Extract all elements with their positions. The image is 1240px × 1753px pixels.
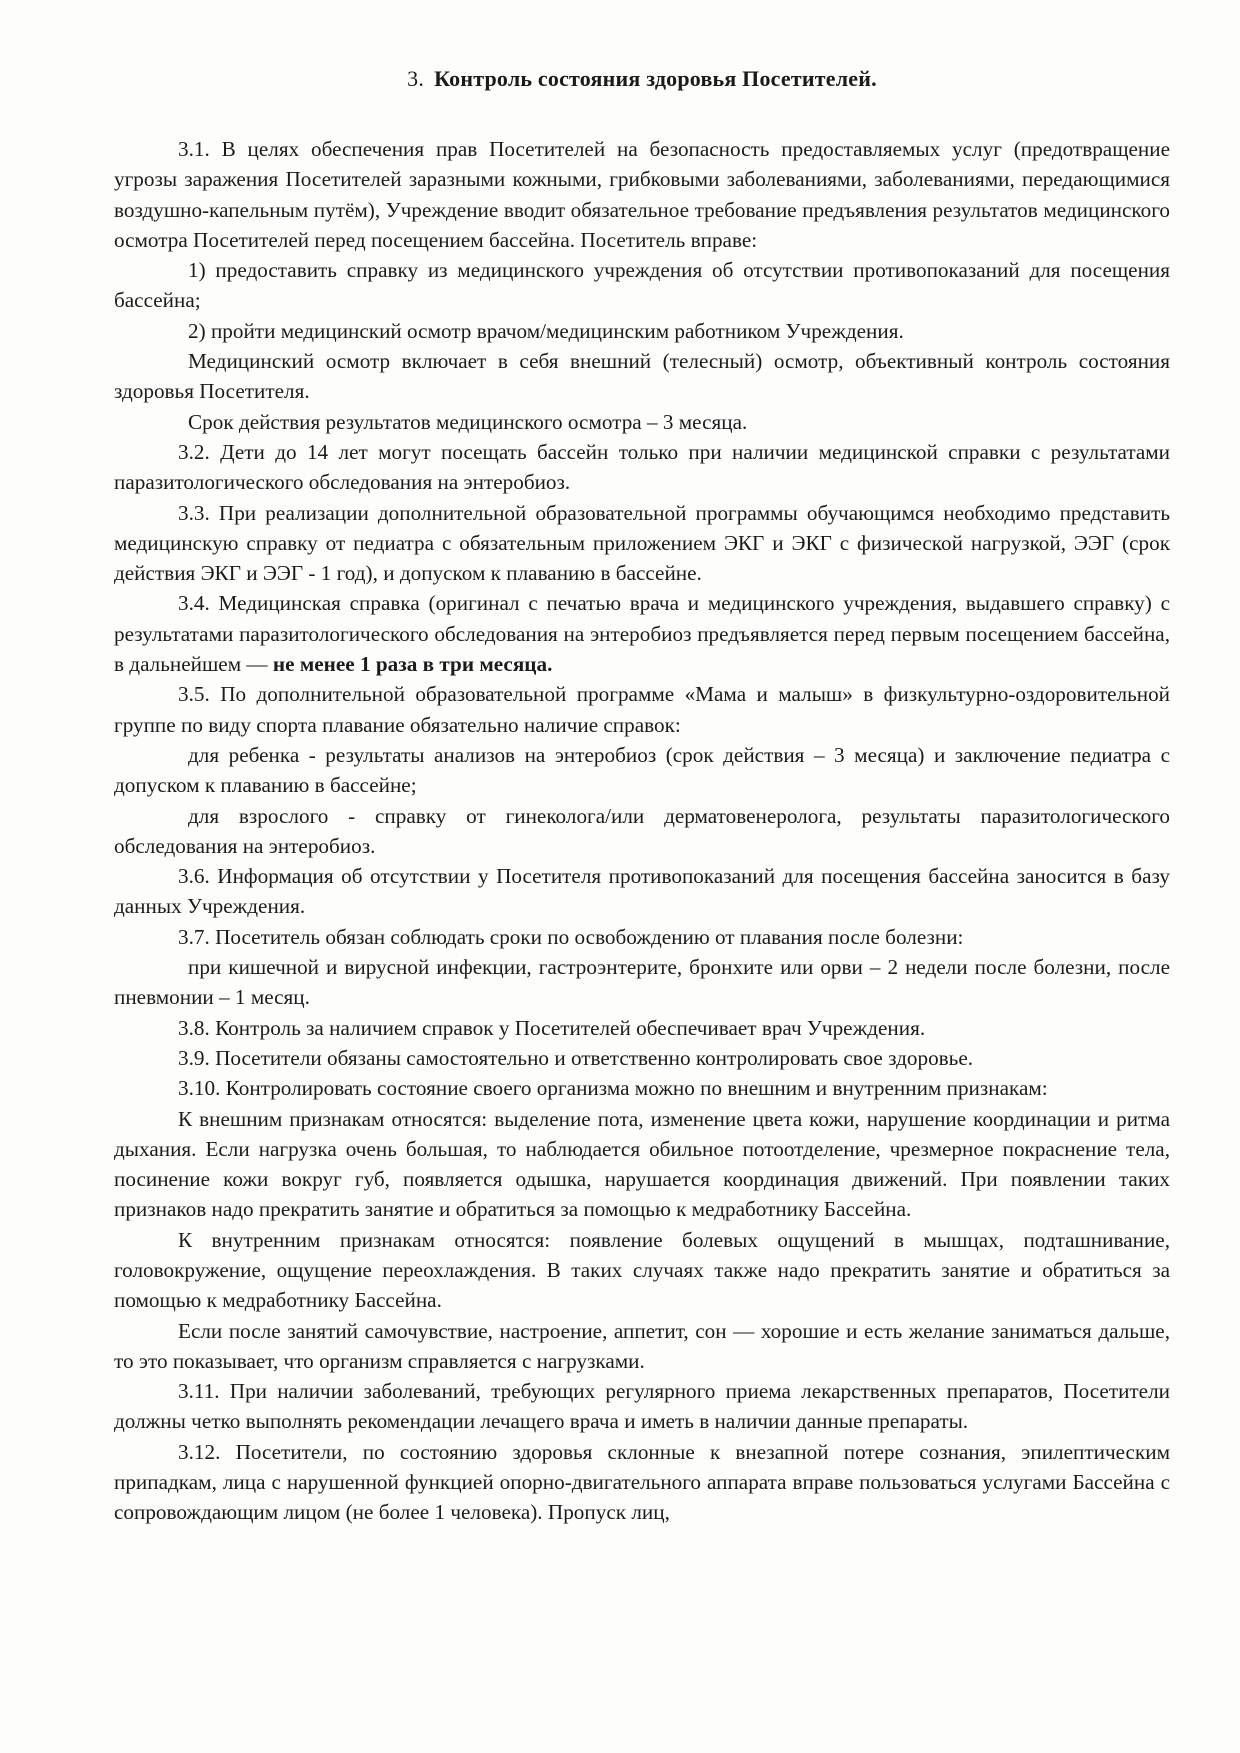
paragraph-exam-description: Медицинский осмотр включает в себя внешний (телесный) осмотр, объективный контроль состояния здоровья Посетителя. <box>114 349 1170 404</box>
paragraph-wellbeing: Если после занятий самочувствие, настроение, аппетит, сон — хорошие и есть желание заниматься дальше, то это показывает, что организм справляется с нагрузками. <box>114 1318 1170 1373</box>
paragraph-3-1: 3.1. В целях обеспечения прав Посетителей на безопасность предоставляемых услуг (предотвращение угрозы заражения Посетителей заразными кожными, грибковыми заболеваниями, заболеваниями, передающимися воздушно-капельным путём), Учреждение вводит обязательное требование предъявления результатов медицинского осмотра Посетителей перед посещением бассейна. Посетитель вправе: <box>114 137 1170 252</box>
paragraph-option-1: 1) предоставить справку из медицинского учреждения об отсутствии противопоказаний для посещения бассейна; <box>114 258 1170 313</box>
section-heading <box>114 66 1170 92</box>
section-number: 3. <box>407 66 425 91</box>
paragraph-internal-signs: К внутренним признакам относятся: появление болевых ощущений в мышцах, подташнивание, головокружение, ощущение переохлаждения. В таких случаях также надо прекратить занятие и обратиться за помощью к медработнику Бассейна. <box>114 1227 1170 1313</box>
paragraph-3-2: 3.2. Дети до 14 лет могут посещать бассейн только при наличии медицинской справки с результатами паразитологического обследования на энтеробиоз. <box>114 439 1170 495</box>
paragraph-3-12: 3.12. Посетители, по состоянию здоровья склонные к внезапной потере сознания, эпилептическим припадкам, лица с нарушенной функцией опорно-двигательного аппарата вправе пользоваться услугами Бассейна с сопровождающим лицом (не более 1 человека). Пропуск лиц, <box>114 1439 1170 1525</box>
paragraph-3-7: 3.7. Посетитель обязан соблюдать сроки по освобождению от плавания после болезни: <box>178 924 964 949</box>
paragraph-3-9: 3.9. Посетители обязаны самостоятельно и ответственно контролировать свое здоровье. <box>178 1045 974 1070</box>
paragraph-3-11: 3.11. При наличии заболеваний, требующих регулярного приема лекарственных препаратов, Посетители должны четко выполнять рекомендации лечащего врача и иметь в наличии данные препараты. <box>114 1379 1170 1434</box>
paragraph-exam-validity: Срок действия результатов медицинского осмотра – 3 месяца. <box>188 409 748 434</box>
paragraph-3-5: 3.5. По дополнительной образовательной программе «Мама и малыш» в физкультурно-оздоровительной группе по виду спорта плавание обязательно наличие справок: <box>114 682 1170 737</box>
paragraph-3-4 <box>114 588 1170 679</box>
section-title: Контроль состояния здоровья Посетителей. <box>434 66 877 91</box>
paragraph-3-4-text: 3.4. Медицинская справка (оригинал с печатью врача и медицинского учреждения, выдавшего справку) с результатами паразитологического обследования на энтеробиоз предъявляется перед первым посещением бассейна, в дальнейшем — <box>114 591 1170 677</box>
paragraph-illness-terms: при кишечной и вирусной инфекции, гастроэнтерите, бронхите или орви – 2 недели после болезни, после пневмонии – 1 месяц. <box>114 955 1170 1010</box>
paragraph-option-2: 2) пройти медицинский осмотр врачом/медицинским работником Учреждения. <box>188 318 904 343</box>
paragraph-external-signs: К внешним признакам относятся: выделение пота, изменение цвета кожи, нарушение координации и ритма дыхания. Если нагрузка очень большая, то наблюдается обильное потоотделение, чрезмерное покраснение тела, посинение кожи вокруг губ, появляется одышка, нарушается координация движений. При появлении таких признаков надо прекратить занятие и обратиться за помощью к медработнику Бассейна. <box>114 1106 1170 1222</box>
paragraph-3-3: 3.3. При реализации дополнительной образовательной программы обучающимся необходимо представить медицинскую справку от педиатра с обязательным приложением ЭКГ и ЭКГ с физической нагрузкой, ЭЭГ (срок действия ЭКГ и ЭЭГ - 1 год), и допуском к плаванию в бассейне. <box>114 500 1170 586</box>
paragraph-adult-requirements: для взрослого - справку от гинеколога/или дерматовенеролога, результаты паразитологического обследования на энтеробиоз. <box>114 803 1170 858</box>
paragraph-3-4-bold: не менее 1 раза в три месяца. <box>272 652 553 677</box>
paragraph-3-8: 3.8. Контроль за наличием справок у Посетителей обеспечивает врач Учреждения. <box>178 1015 926 1040</box>
document-body <box>114 134 1170 1528</box>
paragraph-child-requirements: для ребенка - результаты анализов на энтеробиоз (срок действия – 3 месяца) и заключение педиатра с допуском к плаванию в бассейне; <box>114 742 1170 798</box>
paragraph-3-10: 3.10. Контролировать состояние своего организма можно по внешним и внутренним признакам: <box>178 1076 1048 1101</box>
paragraph-3-6: 3.6. Информация об отсутствии у Посетителя противопоказаний для посещения бассейна заносится в базу данных Учреждения. <box>114 864 1170 919</box>
